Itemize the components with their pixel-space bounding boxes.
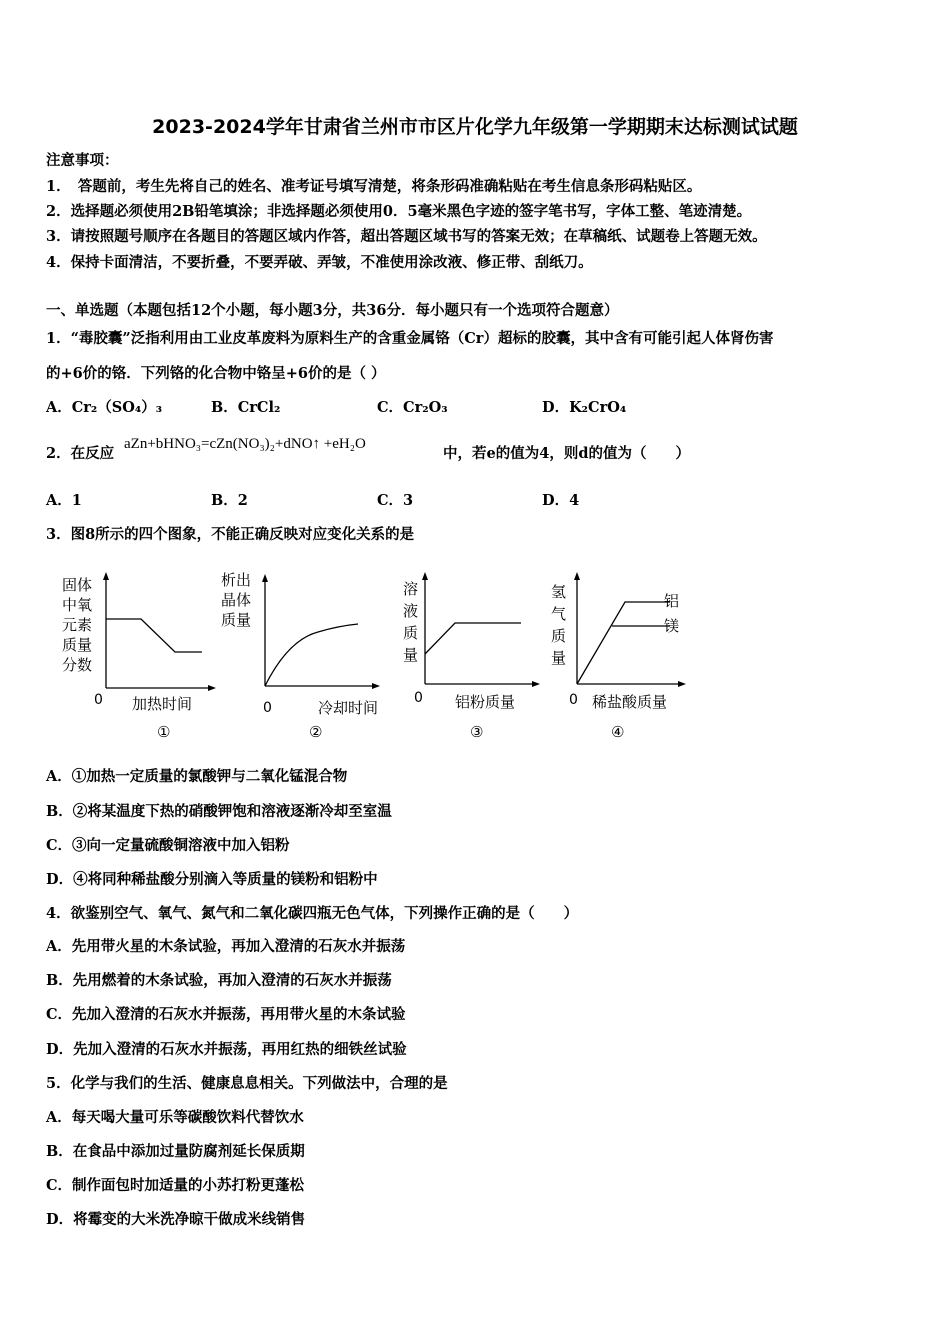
graph1-number: ① [157, 723, 171, 741]
q4-option-d: D．先加入澄清的石灰水并振荡，再用红热的细铁丝试验 [46, 1041, 407, 1058]
q2-option-c: C．3 [377, 492, 414, 509]
graph2-xlabel: 冷却时间 [318, 699, 379, 717]
q3-option-b: B．②将某温度下热的硝酸钾饱和溶液逐渐冷却至室温 [46, 803, 392, 820]
graph1-xlabel: 加热时间 [132, 695, 193, 713]
notice-item: 3．请按照题号顺序在各题目的答题区域内作答，超出答题区域书写的答案无效；在草稿纸、试题卷上答题无效。 [46, 228, 767, 245]
graph2-origin: 0 [263, 700, 272, 716]
q1-option-c: C．Cr₂O₃ [377, 399, 448, 416]
q4-option-a: A．先用带火星的木条试验，再加入澄清的石灰水并振荡 [46, 938, 406, 955]
notice-item: 4．保持卡面清洁，不要折叠，不要弄破、弄皱，不准使用涂改液、修正带、刮纸刀。 [46, 254, 593, 271]
q2-option-b: B．2 [211, 492, 248, 509]
graph4-xlabel: 稀盐酸质量 [592, 693, 668, 711]
graph4-number: ④ [611, 723, 625, 741]
q5-option-c: C．制作面包时加适量的小苏打粉更蓬松 [46, 1177, 305, 1194]
graph2-ylabel: 析出 晶体 质量 [221, 571, 252, 629]
q1-stem: 1．“毒胶囊”泛指利用由工业皮革废料为原料生产的含重金属铬（Cr）超标的胶囊，其中含有可能引起人体肾伤害 [46, 330, 774, 347]
q3-option-d: D．④将同种稀盐酸分别滴入等质量的镁粉和铝粉中 [46, 871, 378, 888]
graph4-label-magnesium: 镁 [664, 617, 680, 635]
q2-option-d: D．4 [542, 492, 580, 509]
graph4-curve-aluminum [577, 602, 670, 684]
q4-stem: 4．欲鉴别空气、氧气、氮气和二氧化碳四瓶无色气体，下列操作正确的是（ ） [46, 905, 579, 922]
q5-option-b: B．在食品中添加过量防腐剂延长保质期 [46, 1143, 305, 1160]
graph1-ylabel: 固体 中氧 元素 质量 分数 [62, 576, 93, 674]
graph3-number: ③ [470, 723, 484, 741]
graph1-plot [98, 570, 218, 692]
page-title: 2023-2024学年甘肃省兰州市市区片化学九年级第一学期期末达标测试试题 [152, 116, 798, 138]
q4-option-c: C．先加入澄清的石灰水并振荡，再用带火星的木条试验 [46, 1006, 406, 1023]
q3-option-c: C．③向一定量硫酸铜溶液中加入铝粉 [46, 837, 290, 854]
graph2-number: ② [309, 723, 323, 741]
graph1-origin: 0 [94, 692, 103, 708]
q2-suffix: 中，若e的值为4，则d的值为（ ） [443, 445, 690, 462]
q3-option-a: A．①加热一定质量的氯酸钾与二氧化锰混合物 [46, 768, 348, 785]
notice-item: 1． 答题前，考生先将自己的姓名、准考证号填写清楚，将条形码准确粘贴在考生信息条形码粘贴区。 [46, 178, 702, 195]
notice-item: 2．选择题必须使用2B铅笔填涂；非选择题必须使用0．5毫米黑色字迹的签字笔书写，字体工整、笔迹清楚。 [46, 203, 752, 220]
q1-stem-cont: 的+6价的铬．下列铬的化合物中铬呈+6价的是（ ） [46, 365, 386, 382]
graph3-plot [418, 568, 542, 688]
q5-stem: 5．化学与我们的生活、健康息息相关。下列做法中，合理的是 [46, 1075, 448, 1092]
graph4-origin: 0 [569, 692, 578, 708]
q3-stem: 3．图8所示的四个图象，不能正确反映对应变化关系的是 [46, 526, 415, 543]
section-heading: 一、单选题（本题包括12个小题，每小题3分，共36分．每小题只有一个选项符合题意） [46, 302, 619, 319]
q2-prefix: 2．在反应 [46, 445, 115, 462]
graph1-curve [106, 619, 202, 652]
q2-equation: aZn+bHNO₃=cZn(NO₃)₂+dNO↑ +eH₂O [124, 436, 366, 452]
q4-option-b: B．先用燃着的木条试验，再加入澄清的石灰水并振荡 [46, 972, 392, 989]
notice-heading: 注意事项： [46, 152, 119, 169]
graph3-origin: 0 [414, 690, 423, 706]
graph4-ylabel: 氢 气 质 量 [551, 583, 567, 667]
q1-option-d: D．K₂CrO₄ [542, 399, 627, 416]
q5-option-a: A．每天喝大量可乐等碳酸饮料代替饮水 [46, 1109, 304, 1126]
q1-option-b: B．CrCl₂ [211, 399, 281, 416]
graph2-curve [265, 624, 358, 686]
graph2-plot [258, 570, 382, 692]
graph4-label-aluminum: 铝 [664, 592, 680, 610]
q5-option-d: D．将霉变的大米洗净晾干做成米线销售 [46, 1211, 306, 1228]
q2-option-a: A．1 [46, 492, 82, 509]
graph3-curve [425, 623, 521, 654]
graph3-ylabel: 溶 液 质 量 [403, 580, 419, 664]
graph3-xlabel: 铝粉质量 [455, 693, 516, 711]
q1-option-a: A．Cr₂（SO₄）₃ [46, 399, 163, 416]
